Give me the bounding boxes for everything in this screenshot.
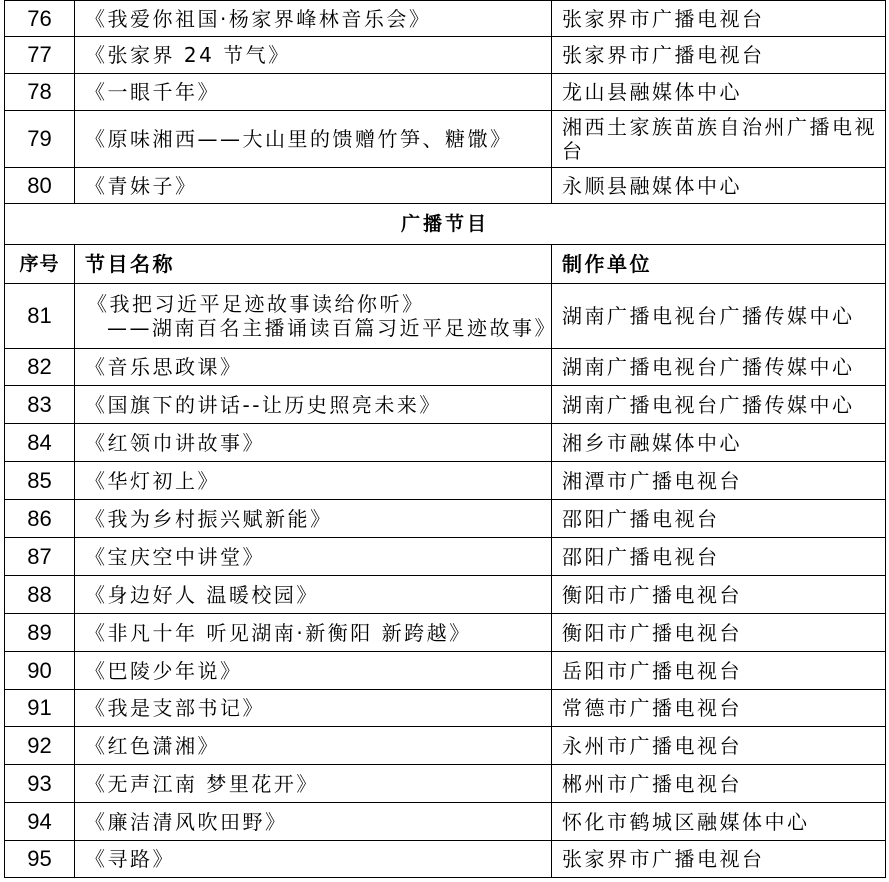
row-number: 92 xyxy=(5,727,75,765)
producer-unit: 永顺县融媒体中心 xyxy=(552,168,886,204)
producer-unit: 湘乡市融媒体中心 xyxy=(552,424,886,462)
program-name: 《红领巾讲故事》 xyxy=(75,424,552,462)
producer-unit: 衡阳市广播电视台 xyxy=(552,576,886,614)
producer-unit: 湘西土家族苗族自治州广播电视台 xyxy=(552,111,886,168)
table-row xyxy=(5,1,886,37)
header-producer-unit: 制作单位 xyxy=(552,245,886,284)
table-row xyxy=(5,284,886,349)
program-name: 《华灯初上》 xyxy=(75,462,552,500)
row-number: 89 xyxy=(5,614,75,652)
row-number: 78 xyxy=(5,74,75,111)
table-row xyxy=(5,765,886,803)
program-name: 《无声江南 梦里花开》 xyxy=(75,765,552,803)
program-name: 《廉洁清风吹田野》 xyxy=(75,803,552,841)
table-row xyxy=(5,111,886,168)
producer-unit: 湖南广播电视台广播传媒中心 xyxy=(552,349,886,386)
row-number: 86 xyxy=(5,500,75,538)
program-name-line1: 《我把习近平足迹故事读给你听》 xyxy=(87,292,425,316)
program-name: 《红色潇湘》 xyxy=(75,727,552,765)
program-name: 《身边好人 温暖校园》 xyxy=(75,576,552,614)
producer-unit: 湖南广播电视台广播传媒中心 xyxy=(552,284,886,349)
row-number: 91 xyxy=(5,690,75,727)
table-row xyxy=(5,727,886,765)
producer-unit: 张家界市广播电视台 xyxy=(552,1,886,37)
table-row xyxy=(5,74,886,111)
producer-unit: 邵阳广播电视台 xyxy=(552,538,886,576)
program-name: 《我为乡村振兴赋新能》 xyxy=(75,500,552,538)
table-row xyxy=(5,841,886,878)
program-name: 《一眼千年》 xyxy=(75,74,552,111)
header-program-name: 节目名称 xyxy=(75,245,552,284)
table-row xyxy=(5,614,886,652)
table-row xyxy=(5,424,886,462)
row-number: 82 xyxy=(5,349,75,386)
program-name: 《非凡十年 听见湖南·新衡阳 新跨越》 xyxy=(75,614,552,652)
table-row xyxy=(5,386,886,424)
program-list-table xyxy=(4,0,886,878)
row-number: 81 xyxy=(5,284,75,349)
producer-unit: 张家界市广播电视台 xyxy=(552,37,886,74)
table-row xyxy=(5,168,886,204)
producer-unit: 湖南广播电视台广播传媒中心 xyxy=(552,386,886,424)
row-number: 85 xyxy=(5,462,75,500)
program-name: 《张家界 24 节气》 xyxy=(75,37,552,74)
table-header-row xyxy=(5,245,886,284)
header-number: 序号 xyxy=(5,245,75,284)
producer-unit: 怀化市鹤城区融媒体中心 xyxy=(552,803,886,841)
table-row xyxy=(5,576,886,614)
row-number: 93 xyxy=(5,765,75,803)
row-number: 95 xyxy=(5,841,75,878)
producer-unit: 常德市广播电视台 xyxy=(552,690,886,727)
program-name: 《青妹子》 xyxy=(75,168,552,204)
row-number: 87 xyxy=(5,538,75,576)
table-row xyxy=(5,500,886,538)
producer-unit: 衡阳市广播电视台 xyxy=(552,614,886,652)
row-number: 84 xyxy=(5,424,75,462)
table-row xyxy=(5,652,886,690)
producer-unit: 湘潭市广播电视台 xyxy=(552,462,886,500)
program-name: 《巴陵少年说》 xyxy=(75,652,552,690)
producer-unit: 岳阳市广播电视台 xyxy=(552,652,886,690)
row-number: 94 xyxy=(5,803,75,841)
table-row xyxy=(5,690,886,727)
table-row xyxy=(5,538,886,576)
row-number: 80 xyxy=(5,168,75,204)
row-number: 83 xyxy=(5,386,75,424)
row-number: 77 xyxy=(5,37,75,74)
table-row xyxy=(5,462,886,500)
row-number: 79 xyxy=(5,111,75,168)
row-number: 88 xyxy=(5,576,75,614)
producer-unit: 郴州市广播电视台 xyxy=(552,765,886,803)
row-number: 90 xyxy=(5,652,75,690)
producer-unit: 张家界市广播电视台 xyxy=(552,841,886,878)
program-name: 《原味湘西——大山里的馈赠竹笋、糖馓》 xyxy=(75,111,552,168)
program-name-line2: ——湖南百名主播诵读百篇习近平足迹故事》 xyxy=(107,316,557,340)
program-name: 《国旗下的讲话--让历史照亮未来》 xyxy=(75,386,552,424)
section-title: 广播节目 xyxy=(5,204,886,245)
producer-unit: 龙山县融媒体中心 xyxy=(552,74,886,111)
section-title-row xyxy=(5,204,886,245)
program-name: 《我爱你祖国·杨家界峰林音乐会》 xyxy=(75,1,552,37)
program-name xyxy=(75,284,557,349)
producer-unit: 永州市广播电视台 xyxy=(552,727,886,765)
program-name: 《寻路》 xyxy=(75,841,552,878)
table-row xyxy=(5,803,886,841)
program-name: 《宝庆空中讲堂》 xyxy=(75,538,552,576)
table-row xyxy=(5,37,886,74)
producer-unit: 邵阳广播电视台 xyxy=(552,500,886,538)
row-number: 76 xyxy=(5,1,75,37)
program-name: 《我是支部书记》 xyxy=(75,690,552,727)
table-row xyxy=(5,349,886,386)
program-name: 《音乐思政课》 xyxy=(75,349,552,386)
